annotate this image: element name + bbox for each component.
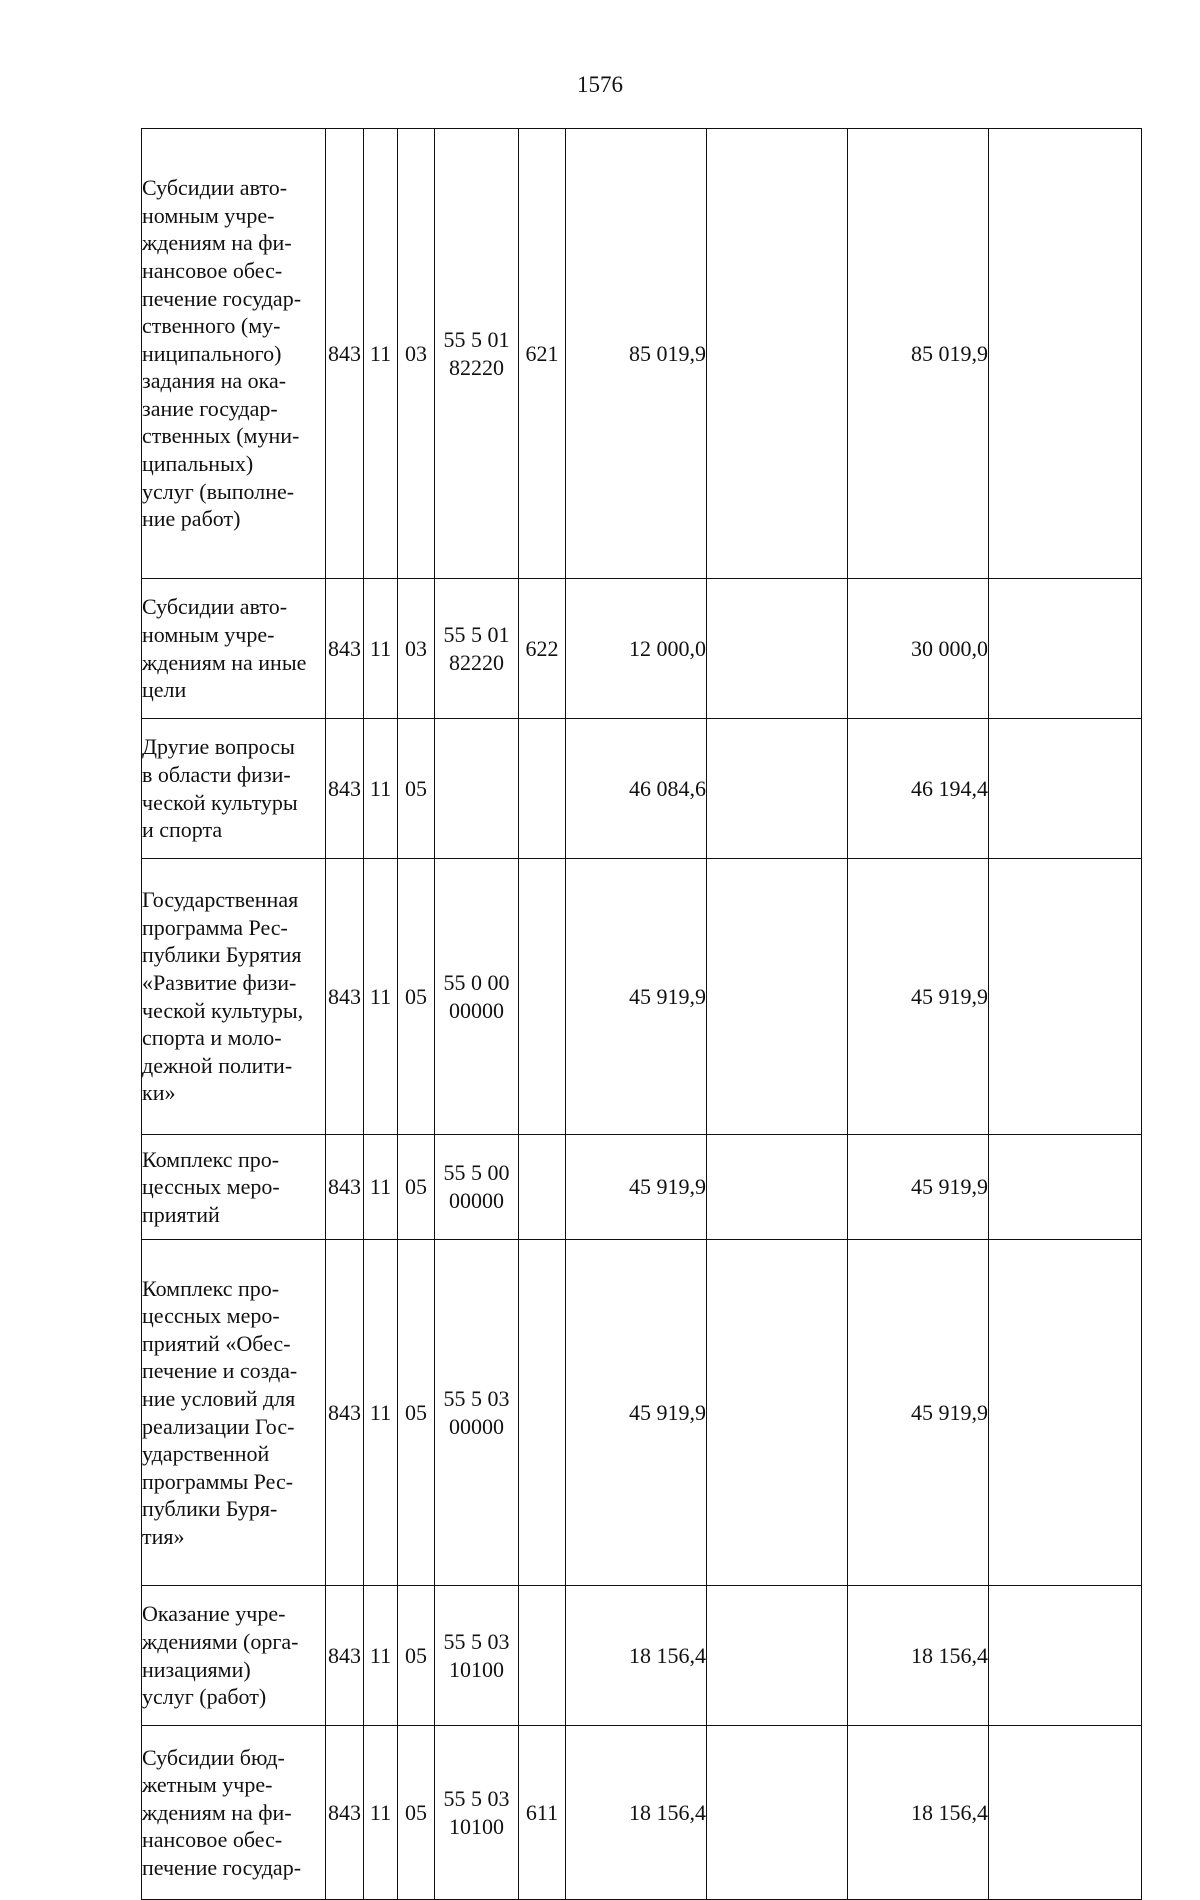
target-article-part-1: 55 5 00: [443, 1160, 510, 1185]
subsection-code: [398, 1586, 435, 1726]
section-code: [364, 1586, 398, 1726]
row-name: [142, 129, 326, 579]
amount-value: 45 919,9: [629, 983, 706, 1009]
amount-column-1: [566, 1726, 707, 1900]
amount-value: 46 084,6: [629, 775, 706, 801]
table-body: [142, 129, 1142, 1900]
ministry-code: [326, 579, 364, 719]
amount-column-2: [707, 1135, 848, 1240]
section-code: [364, 129, 398, 579]
target-article-part-2: 82220: [449, 354, 504, 380]
amount-column-1: [566, 859, 707, 1135]
row-name: [142, 1726, 326, 1900]
amount-value: 12 000,0: [629, 635, 706, 661]
row-name-text: Государственная программа Рес- публики Бурятия «Развитие физи- ческой культуры, спорта и моло- дежной полити- ки»: [142, 887, 304, 1106]
section-code: [364, 1240, 398, 1586]
amount-column-4: [989, 579, 1142, 719]
amount-column-3: [848, 579, 989, 719]
subsection-code: [398, 1240, 435, 1586]
target-article-part-1: 55 0 00: [443, 969, 510, 995]
row-name-text: Субсидии авто- номным учре- ждениям на иные цели: [142, 594, 307, 703]
subsection-code-text: 03: [405, 340, 427, 366]
subsection-code-text: 03: [405, 635, 427, 661]
subsection-code-text: 05: [405, 1799, 427, 1825]
table-row: [142, 719, 1142, 859]
target-article: [435, 1240, 519, 1586]
amount-column-4: [989, 1586, 1142, 1726]
amount-column-4: [989, 1135, 1142, 1240]
row-name: [142, 1240, 326, 1586]
amount-value: 45 919,9: [911, 983, 988, 1009]
target-article: [435, 719, 519, 859]
section-code-text: 11: [369, 1642, 392, 1668]
row-name-text: Субсидии бюд- жетным учре- ждениям на фи- нансовое обес- печение государ-: [142, 1744, 302, 1880]
subsection-code: [398, 1726, 435, 1900]
amount-column-1: [566, 129, 707, 579]
ministry-code-text: 843: [328, 635, 361, 661]
ministry-code-text: 843: [328, 340, 361, 366]
row-name: [142, 719, 326, 859]
amount-column-3: [848, 859, 989, 1135]
ministry-code: [326, 1135, 364, 1240]
row-name-text: Комплекс про- цессных меро- приятий: [142, 1146, 280, 1227]
table-row: [142, 129, 1142, 579]
section-code-text: 11: [369, 1399, 392, 1425]
target-article: [435, 1135, 519, 1240]
subsection-code: [398, 129, 435, 579]
subsection-code-text: 05: [405, 1174, 427, 1200]
amount-value: 85 019,9: [629, 340, 706, 366]
amount-column-1: [566, 1135, 707, 1240]
expense-type: [519, 719, 566, 859]
amount-value: 18 156,4: [911, 1642, 988, 1668]
table-row: [142, 859, 1142, 1135]
row-name-text: Другие вопросы в области физи- ческой культуры и спорта: [142, 734, 298, 843]
target-article-part-1: 55 5 03: [443, 1385, 510, 1411]
target-article: [435, 1726, 519, 1900]
target-article-part-1: 55 5 01: [443, 326, 510, 352]
amount-column-2: [707, 1726, 848, 1900]
target-article-part-1: 55 5 01: [443, 621, 510, 647]
amount-column-1: [566, 579, 707, 719]
expense-type-text: 621: [525, 340, 559, 366]
target-article: [435, 1586, 519, 1726]
amount-column-4: [989, 129, 1142, 579]
table-row: [142, 579, 1142, 719]
table-row: [142, 1240, 1142, 1586]
target-article-part-2: 10100: [449, 1656, 504, 1682]
amount-value: 18 156,4: [911, 1799, 988, 1825]
amount-value: 85 019,9: [911, 340, 988, 366]
expense-type: [519, 1726, 566, 1900]
row-name: [142, 1135, 326, 1240]
amount-column-2: [707, 579, 848, 719]
subsection-code-text: 05: [405, 1399, 427, 1425]
ministry-code: [326, 1726, 364, 1900]
row-name: [142, 579, 326, 719]
table-row: [142, 1135, 1142, 1240]
amount-value: 45 919,9: [629, 1174, 706, 1200]
expense-type-text: 622: [525, 635, 559, 661]
target-article: [435, 129, 519, 579]
ministry-code-text: 843: [328, 1399, 361, 1425]
amount-column-3: [848, 1135, 989, 1240]
ministry-code-text: 843: [328, 775, 361, 801]
subsection-code: [398, 579, 435, 719]
expense-type: [519, 1586, 566, 1726]
table-row: [142, 1726, 1142, 1900]
target-article-part-1: 55 5 03: [443, 1628, 510, 1654]
amount-column-2: [707, 1240, 848, 1586]
amount-value: 45 919,9: [629, 1399, 706, 1425]
section-code-text: 11: [369, 983, 392, 1009]
row-name: [142, 1586, 326, 1726]
ministry-code: [326, 129, 364, 579]
page-number: 1576: [577, 72, 623, 97]
target-article-part-1: 55 5 03: [443, 1785, 510, 1811]
amount-value: 18 156,4: [629, 1642, 706, 1668]
section-code-text: 11: [369, 1799, 392, 1825]
amount-column-4: [989, 859, 1142, 1135]
ministry-code-text: 843: [328, 1799, 361, 1825]
amount-value: 30 000,0: [911, 635, 988, 661]
amount-value: 18 156,4: [629, 1799, 706, 1825]
ministry-code: [326, 859, 364, 1135]
row-name-text: Субсидии авто- номным учре- ждениям на фи- нансовое обес- печение государ- ственного (му- ниципального) задания на ока- зание государ- ственных (муни- ципальных) услуг (выполне- ние работ): [142, 175, 302, 532]
ministry-code-text: 843: [328, 983, 361, 1009]
ministry-code: [326, 1586, 364, 1726]
expense-type: [519, 1240, 566, 1586]
expense-type: [519, 859, 566, 1135]
amount-column-3: [848, 719, 989, 859]
expense-type: [519, 1135, 566, 1240]
expense-type: [519, 579, 566, 719]
section-code: [364, 1726, 398, 1900]
target-article: [435, 579, 519, 719]
amount-column-2: [707, 719, 848, 859]
row-name-text: Комплекс про- цессных меро- приятий «Обес- печение и созда- ние условий для реализации Гос- ударственной программы Рес- публики Буря- тия»: [142, 1275, 298, 1549]
target-article-part-2: 82220: [449, 649, 504, 675]
section-code: [364, 859, 398, 1135]
amount-column-4: [989, 719, 1142, 859]
ministry-code-text: 843: [328, 1642, 361, 1668]
expense-type-text: 611: [525, 1799, 559, 1825]
amount-column-1: [566, 719, 707, 859]
target-article-part-2: 10100: [449, 1813, 504, 1839]
amount-column-3: [848, 1586, 989, 1726]
section-code: [364, 579, 398, 719]
section-code: [364, 719, 398, 859]
amount-value: 45 919,9: [911, 1174, 988, 1200]
row-name-text: Оказание учре- ждениями (орга- низациями) услуг (работ): [142, 1601, 299, 1710]
amount-column-4: [989, 1726, 1142, 1900]
amount-column-2: [707, 129, 848, 579]
amount-column-3: [848, 1240, 989, 1586]
expense-type: [519, 129, 566, 579]
section-code-text: 11: [369, 340, 392, 366]
section-code: [364, 1135, 398, 1240]
subsection-code: [398, 719, 435, 859]
row-name: [142, 859, 326, 1135]
amount-column-1: [566, 1586, 707, 1726]
target-article-part-2: 00000: [449, 1188, 504, 1213]
subsection-code: [398, 859, 435, 1135]
section-code-text: 11: [369, 635, 392, 661]
table-row: [142, 1586, 1142, 1726]
amount-column-2: [707, 859, 848, 1135]
subsection-code-text: 05: [405, 1642, 427, 1668]
section-code-text: 11: [369, 775, 392, 801]
target-article-part-2: 00000: [449, 997, 504, 1023]
amount-column-3: [848, 1726, 989, 1900]
amount-column-1: [566, 1240, 707, 1586]
budget-table: [141, 128, 1142, 1900]
amount-value: 46 194,4: [911, 775, 988, 801]
ministry-code-text: 843: [328, 1174, 361, 1200]
subsection-code: [398, 1135, 435, 1240]
subsection-code-text: 05: [405, 775, 427, 801]
amount-value: 45 919,9: [911, 1399, 988, 1425]
amount-column-2: [707, 1586, 848, 1726]
target-article: [435, 859, 519, 1135]
ministry-code: [326, 1240, 364, 1586]
ministry-code: [326, 719, 364, 859]
amount-column-3: [848, 129, 989, 579]
section-code-text: 11: [369, 1174, 392, 1200]
amount-column-4: [989, 1240, 1142, 1586]
target-article-part-2: 00000: [449, 1413, 504, 1439]
subsection-code-text: 05: [405, 983, 427, 1009]
